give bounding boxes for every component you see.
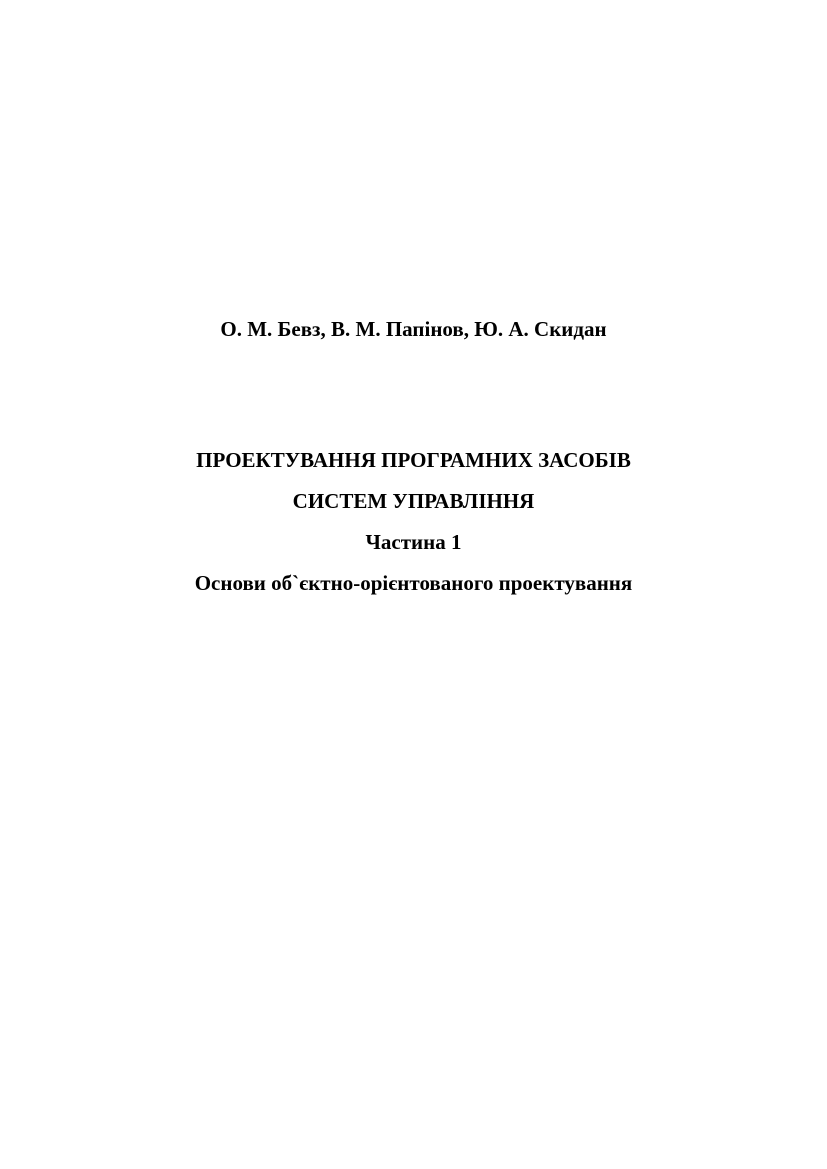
- title-line-1: ПРОЕКТУВАННЯ ПРОГРАМНИХ ЗАСОБІВ: [196, 448, 631, 472]
- subtitle: Основи об`єктно-орієнтованого проектування: [194, 571, 633, 595]
- title-line-2: СИСТЕМ УПРАВЛІННЯ: [292, 489, 535, 513]
- title-block: [0, 445, 827, 609]
- authors-line: О. М. Бевз, В. М. Папінов, Ю. А. Скидан: [220, 317, 607, 341]
- part-label: Частина 1: [365, 530, 462, 554]
